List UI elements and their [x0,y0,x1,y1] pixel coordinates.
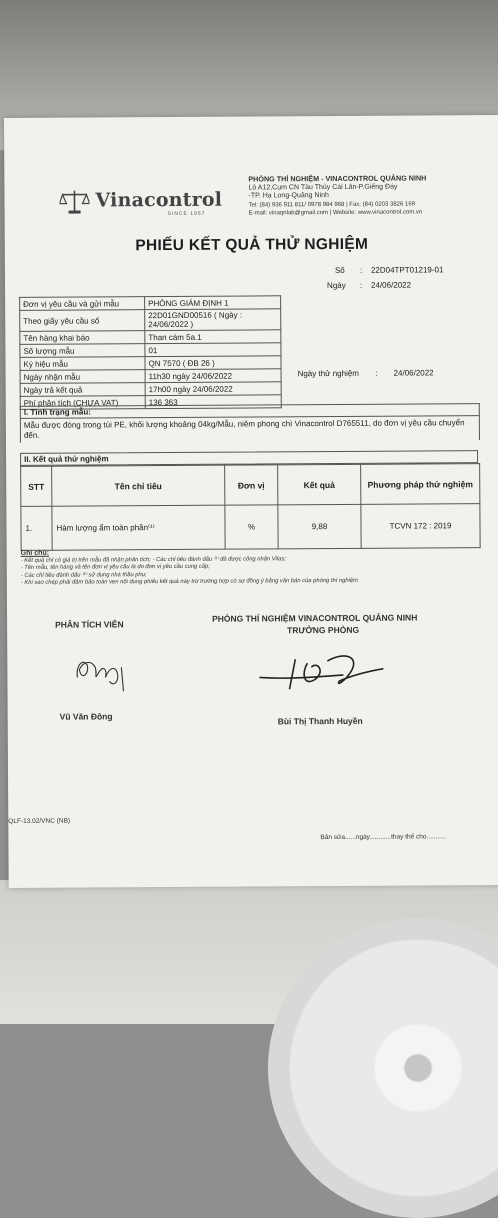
cell-result: 9,88 [278,504,361,549]
analyst-signature [69,647,139,692]
info-label: Ký hiệu mẫu [20,357,145,371]
test-date-label: Ngày thử nghiệm [298,369,359,378]
header-method: Phương pháp thử nghiệm [361,464,480,505]
sample-condition-section [20,403,480,443]
header-unit: Đơn vị [225,465,278,505]
analyst-title: PHÂN TÍCH VIÊN [55,619,124,629]
info-row [20,309,281,332]
section1-title: I. Tình trạng mẫu: [21,404,479,419]
lab-name: PHÒNG THÍ NGHIỆM - VINACONTROL QUẢNG NINH [248,174,494,184]
info-value: PHÒNG GIÁM ĐỊNH 1 [145,296,281,310]
test-results-section [20,450,479,551]
info-label: Số lượng mẫu [20,344,145,358]
info-value: 01 [145,343,281,357]
info-value: 11h30 ngày 24/06/2022 [145,369,281,383]
info-label: Đơn vị yêu cầu và gửi mẫu [20,297,145,311]
info-value: Than cám 5a.1 [145,330,281,344]
section1-text: Mẫu được đóng trong túi PE, khối lượng khoảng 04kg/Mẫu, niêm phong chì Vinacontrol D765511, do đơn vị yêu cầu chuyển đến. [21,416,479,443]
info-value: 136 363 [145,395,281,409]
vinacontrol-logo [59,187,219,218]
note-line: - Tên mẫu, tên hàng và tên đơn vị yêu cầu là do đơn vị yêu cầu cung cấp; [21,562,491,572]
doc-number-colon: : [360,266,362,275]
logo-since: SINCE 1957 [168,211,206,217]
lab-address-1: Lô A12,Cụm CN Tàu Thủy Cái Lân-P.Giếng Đáy [248,183,494,193]
cell-unit: % [225,505,278,549]
lab-email: E-mail: vinaqnlab@gmail.com | Website: www.vinacontrol.com.vn [249,208,495,218]
revision-info: Bản sửa......ngày............thay thế cho........... [320,833,446,841]
header-result: Kết quả [278,464,361,505]
info-label: Ngày trả kết quả [20,383,145,397]
info-label: Ngày nhận mẫu [20,370,145,384]
info-label: Theo giấy yêu cầu số [20,310,145,332]
lab-head-title-2: TRƯỞNG PHÒNG [287,625,359,635]
results-header-row [21,464,480,507]
cell-stt: 1. [21,506,52,550]
doc-number-label: Số [335,266,345,275]
lab-header [248,174,494,218]
doc-date-colon: : [360,281,362,290]
info-value: QN 7570 ( ĐB 26 ) [145,356,281,370]
notes-block [21,547,491,588]
notes-title: Ghi chú: [21,547,491,557]
lab-address-2: -TP. Hạ Long-Quảng Ninh [248,191,494,201]
lab-head-title-1: PHÒNG THÍ NGHIỆM VINACONTROL QUẢNG NINH [212,612,417,623]
info-label: Tên hàng khai báo [20,331,145,345]
results-row [21,504,480,551]
doc-date-label: Ngày [327,281,346,290]
logo-brand: Vinacontrol [95,189,222,212]
doc-date: 24/06/2022 [371,281,411,290]
note-line: - Khi sao chép phải đảm bảo toàn vẹn nội dung phiếu kết quả này trừ trường hợp có sự đồng ý bằng văn bản của phòng thí nghiệm [21,577,491,587]
form-code: QLF-13.02/VNC (NB) [8,818,70,825]
cell-method: TCVN 172 : 2019 [361,504,480,549]
doc-number: 22D04TPT01219-01 [371,265,444,274]
cell-name: Hàm lượng ẩm toàn phần⁽¹⁾ [52,505,225,550]
note-line: - Các chỉ tiêu đánh dấu ⁽²⁾ sử dụng nhà thầu phụ; [21,570,491,580]
test-date-colon: : [376,369,378,378]
info-value: 17h00 ngày 24/06/2022 [145,382,281,396]
test-date: 24/06/2022 [394,368,434,377]
report-title: PHIẾU KẾT QUẢ THỬ NGHIỆM [5,235,498,256]
header-stt: STT [21,466,52,506]
lab-phone: Tel: (84) 936 911 811/ 0978 984 968 | Fax: (84) 0203 3826 169 [249,200,495,210]
info-value: 22D01GND00516 ( Ngày : 24/06/2022 ) [145,309,281,331]
test-report-paper [4,115,498,888]
section2-title: II. Kết quả thử nghiệm [20,450,478,466]
scales-icon [59,187,89,215]
sample-info-table [19,295,282,410]
note-line: - Kết quả chỉ có giá trị trên mẫu đã nhận phân tích; - Các chỉ tiêu đánh dấu ⁽¹⁾ đã được công nhận Vilas; [21,555,491,565]
lab-head-signature [255,641,405,702]
lab-head-name: Bùi Thị Thanh Huyền [278,716,363,727]
header-name: Tên chỉ tiêu [52,465,225,506]
results-table [20,463,481,551]
analyst-name: Vũ Văn Đông [60,711,113,721]
info-label: Phí phân tích (CHƯA VAT) [20,396,145,410]
